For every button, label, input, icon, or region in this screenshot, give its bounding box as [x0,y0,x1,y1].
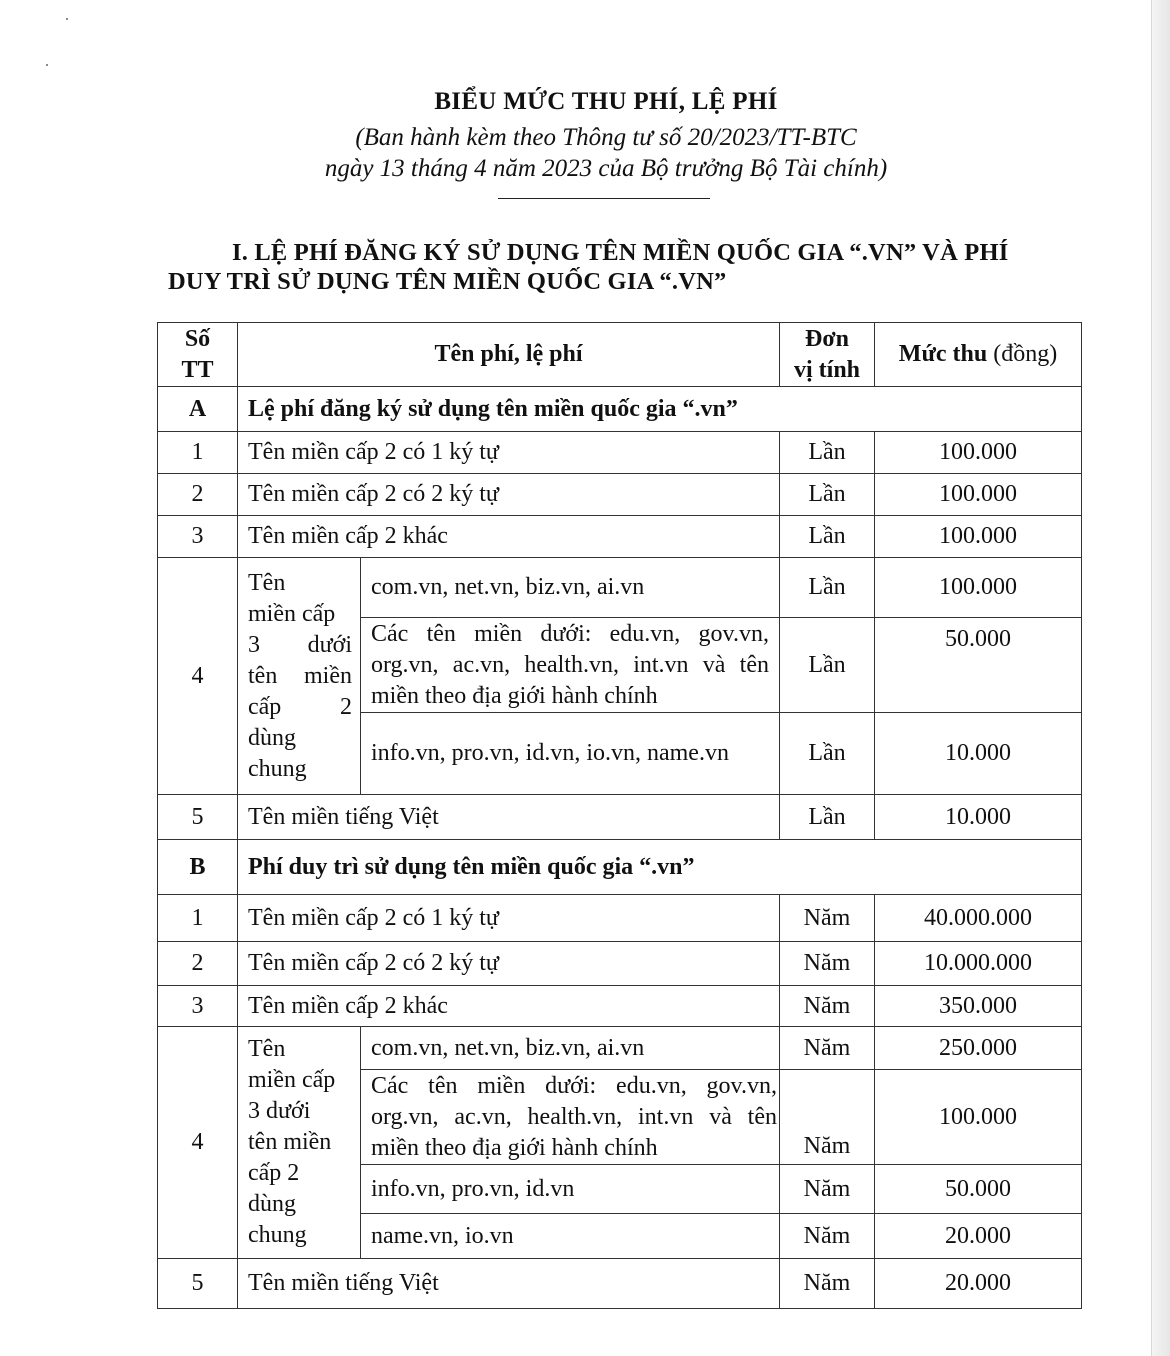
section-heading-line2: DUY TRÌ SỬ DỤNG TÊN MIỀN QUỐC GIA “.VN” [168,268,727,295]
row-name: Tên miền cấp 2 khác [238,986,780,1027]
section-code: A [158,387,238,432]
page-edge [1151,0,1170,1356]
row-unit: Lần [780,795,875,840]
row-unit: Lần [780,474,875,516]
header-name: Tên phí, lệ phí [238,323,780,387]
row-amount: 40.000.000 [875,895,1082,942]
row-unit: Lần [780,432,875,474]
row-name: info.vn, pro.vn, id.vn, io.vn, name.vn [361,713,780,795]
row-name: Tên miền cấp 2 có 1 ký tự [238,895,780,942]
row-unit: Năm [780,1070,875,1165]
document-subtitle-line2: ngày 13 tháng 4 năm 2023 của Bộ trưởng Bộ Tài chính) [324,155,888,182]
table-header-row [158,323,1082,387]
section-title: Lệ phí đăng ký sử dụng tên miền quốc gia “.vn” [238,387,1082,432]
row-unit: Lần [780,713,875,795]
row-stt: 5 [158,1259,238,1309]
row-amount: 50.000 [875,1165,1082,1214]
row-unit: Năm [780,1214,875,1259]
row-amount: 10.000.000 [875,942,1082,986]
row-amount: 10.000 [875,713,1082,795]
row-stt: 4 [158,1027,238,1259]
row-amount: 100.000 [875,432,1082,474]
row-name: Tên miền cấp 2 có 1 ký tự [238,432,780,474]
row-amount: 100.000 [875,558,1082,618]
fee-table [157,322,1082,1309]
row-name: com.vn, net.vn, biz.vn, ai.vn [361,558,780,618]
row-stt: 4 [158,558,238,795]
row-unit: Năm [780,1259,875,1309]
row-stt: 3 [158,986,238,1027]
header-unit: Đơn vị tính [780,323,875,387]
row-name: Tên miền cấp 2 có 2 ký tự [238,942,780,986]
scan-speck [46,64,48,66]
table-row [158,432,1082,474]
row-stt: 5 [158,795,238,840]
table-row [158,895,1082,942]
row-amount: 100.000 [875,1070,1082,1165]
table-row [158,795,1082,840]
row-stt: 2 [158,942,238,986]
group-label: Tên miền cấp 3 dưới tên miền cấp 2 dùng chung [238,558,361,795]
table-row [158,474,1082,516]
row-unit: Lần [780,516,875,558]
document-title: BIỂU MỨC THU PHÍ, LỆ PHÍ [434,88,778,115]
header-amount: Mức thu (đồng) [875,323,1082,387]
table-row [158,986,1082,1027]
table-row [158,1259,1082,1309]
row-unit: Lần [780,618,875,713]
row-unit: Năm [780,986,875,1027]
header-stt: Số TT [158,323,238,387]
scan-speck [66,18,68,20]
title-divider [498,198,710,199]
row-name: Tên miền tiếng Việt [238,1259,780,1309]
section-heading-line1: I. LỆ PHÍ ĐĂNG KÝ SỬ DỤNG TÊN MIỀN QUỐC GIA “.VN” VÀ PHÍ [232,239,1009,266]
row-stt: 2 [158,474,238,516]
row-unit: Năm [780,895,875,942]
row-name: Các tên miền dưới: edu.vn, gov.vn, org.vn, ac.vn, health.vn, int.vn và tên miền theo địa giới hành chính [361,1070,780,1165]
row-amount: 10.000 [875,795,1082,840]
row-unit: Năm [780,942,875,986]
section-title: Phí duy trì sử dụng tên miền quốc gia “.vn” [238,840,1082,895]
row-unit: Năm [780,1027,875,1070]
row-amount: 20.000 [875,1259,1082,1309]
section-b-row [158,840,1082,895]
table-row [158,558,1082,618]
section-a-row [158,387,1082,432]
row-stt: 3 [158,516,238,558]
row-name: info.vn, pro.vn, id.vn [361,1165,780,1214]
document-subtitle-line1: (Ban hành kèm theo Thông tư số 20/2023/TT-BTC [355,124,857,151]
group-label: Tên miền cấp 3 dưới tên miền cấp 2 dùng chung [238,1027,361,1259]
table-row [158,1027,1082,1070]
row-name: Các tên miền dưới: edu.vn, gov.vn, org.vn, ac.vn, health.vn, int.vn và tên miền theo địa giới hành chính [361,618,780,713]
row-name: Tên miền cấp 2 có 2 ký tự [238,474,780,516]
row-amount: 20.000 [875,1214,1082,1259]
row-amount: 250.000 [875,1027,1082,1070]
row-amount: 350.000 [875,986,1082,1027]
section-code: B [158,840,238,895]
row-unit: Lần [780,558,875,618]
table-row [158,942,1082,986]
row-stt: 1 [158,895,238,942]
row-unit: Năm [780,1165,875,1214]
row-stt: 1 [158,432,238,474]
row-amount: 50.000 [875,618,1082,713]
row-name: Tên miền cấp 2 khác [238,516,780,558]
row-name: com.vn, net.vn, biz.vn, ai.vn [361,1027,780,1070]
row-amount: 100.000 [875,474,1082,516]
row-name: Tên miền tiếng Việt [238,795,780,840]
row-amount: 100.000 [875,516,1082,558]
table-row [158,516,1082,558]
row-name: name.vn, io.vn [361,1214,780,1259]
